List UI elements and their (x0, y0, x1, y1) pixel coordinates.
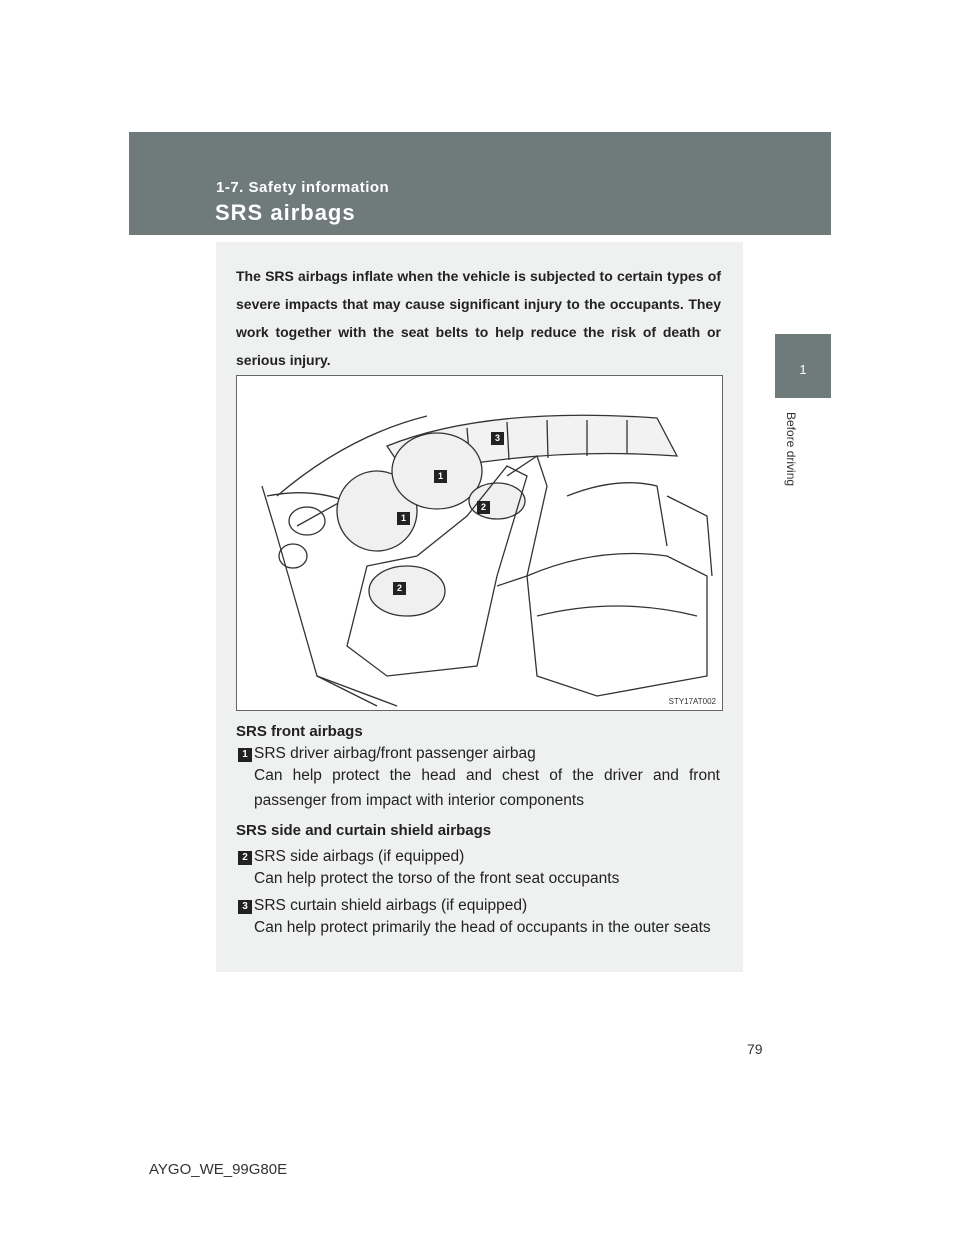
figure-marker-2b: 2 (393, 582, 406, 595)
figure-marker-3: 3 (491, 432, 504, 445)
item-marker-3: 3 (238, 900, 252, 914)
item-title-curtain: SRS curtain shield airbags (if equipped) (254, 897, 528, 914)
item-desc-side: Can help protect the torso of the front seat occupants (254, 870, 620, 887)
figure-marker-2a: 2 (477, 501, 490, 514)
item-marker-2: 2 (238, 851, 252, 865)
content-panel (216, 242, 743, 972)
figure-marker-1b: 1 (397, 512, 410, 525)
item-title-front: SRS driver airbag/front passenger airbag (254, 745, 536, 762)
figure-code: STY17AT002 (668, 697, 716, 706)
section-heading-front: SRS front airbags (236, 723, 363, 740)
item-marker-1: 1 (238, 748, 252, 762)
item-desc-curtain: Can help protect primarily the head of occupants in the outer seats (254, 919, 711, 936)
chapter-number: 1 (799, 362, 807, 377)
item-title-side: SRS side airbags (if equipped) (254, 848, 465, 865)
page-title: SRS airbags (215, 200, 356, 225)
page-number: 79 (747, 1041, 763, 1057)
footer-code: AYGO_WE_99G80E (149, 1161, 288, 1178)
item-desc-front: Can help protect the head and chest of the driver and front passenger from impact with interior components (254, 767, 720, 809)
page-header (129, 132, 831, 235)
intro-text: The SRS airbags inflate when the vehicle is subjected to certain types of severe impacts that may cause significant injury to the occupants. They work together with the seat belts to help reduce the risk of death or serious injury. (236, 268, 721, 368)
chapter-tab (775, 334, 831, 398)
chapter-label: Before driving (784, 412, 798, 487)
section-heading-side: SRS side and curtain shield airbags (236, 822, 492, 839)
airbag-illustration (236, 375, 723, 711)
figure-marker-1a: 1 (434, 470, 447, 483)
section-label: 1-7. Safety information (216, 179, 390, 196)
car-interior-drawing (237, 376, 722, 710)
